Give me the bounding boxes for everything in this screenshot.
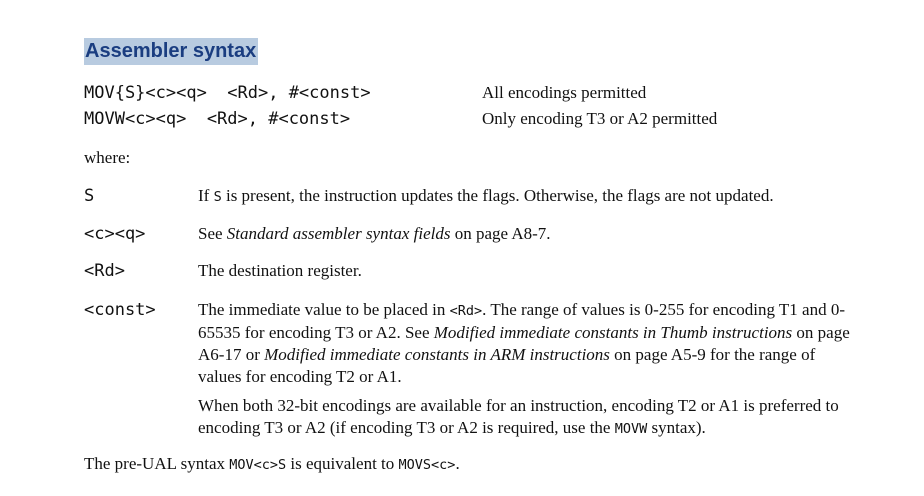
desc-text: on page A8-7. xyxy=(450,224,551,243)
term-s: S xyxy=(84,186,95,206)
desc-text: . The range of values is 0-255 for encoding T1 and 0-65535 for encoding T3 or A2. See xyxy=(198,300,846,342)
desc-const-para-2 xyxy=(198,395,858,440)
syntax-code-1: MOV{S}<c><q> <Rd>, #<const> xyxy=(84,83,371,103)
syntax-note-2: Only encoding T3 or A2 permitted xyxy=(482,109,718,128)
desc-text: on page A6-17 or xyxy=(198,323,850,364)
syntax-note-1: All encodings permitted xyxy=(482,83,647,102)
term-rd: <Rd> xyxy=(84,261,125,281)
cross-reference-link[interactable]: Modified immediate constants in Thumb instructions xyxy=(433,323,793,342)
syntax-code-2: MOVW<c><q> <Rd>, #<const> xyxy=(84,109,351,129)
desc-s xyxy=(198,185,858,208)
desc-text: syntax). xyxy=(647,418,706,437)
desc-cq xyxy=(198,223,858,245)
desc-text: is equivalent to xyxy=(286,454,399,473)
desc-text: See xyxy=(198,224,227,243)
where-label: where: xyxy=(84,148,131,167)
desc-text: The immediate value to be placed in xyxy=(198,300,450,319)
desc-text: If xyxy=(198,186,214,205)
inline-code: MOVS<c> xyxy=(398,457,456,473)
desc-text: on page A5-9 for the range of values for encoding T2 or A1. xyxy=(198,345,816,386)
desc-const-para-1 xyxy=(198,299,858,388)
inline-code: S xyxy=(213,189,222,205)
footer-note xyxy=(84,453,460,476)
desc-text: When both 32-bit encodings are available for an instruction, encoding T2 or A1 is preferred to encoding T3 or A2 (if encoding T3 or A2 is required, use the xyxy=(198,396,839,437)
inline-code: MOV<c>S xyxy=(229,457,287,473)
cross-reference-link[interactable]: Modified immediate constants in ARM instructions xyxy=(264,345,610,364)
desc-text: is present, the instruction updates the flags. Otherwise, the flags are not updated. xyxy=(221,186,774,205)
term-cq: <c><q> xyxy=(84,224,146,244)
inline-code: <Rd> xyxy=(449,303,483,319)
inline-code: MOVW xyxy=(614,421,648,437)
section-heading: Assembler syntax xyxy=(84,38,258,65)
desc-rd: The destination register. xyxy=(198,261,362,280)
desc-text: The pre-UAL syntax xyxy=(84,454,230,473)
desc-text: . xyxy=(455,454,460,473)
term-const: <const> xyxy=(84,300,156,320)
cross-reference-link[interactable]: Standard assembler syntax fields xyxy=(226,224,451,243)
